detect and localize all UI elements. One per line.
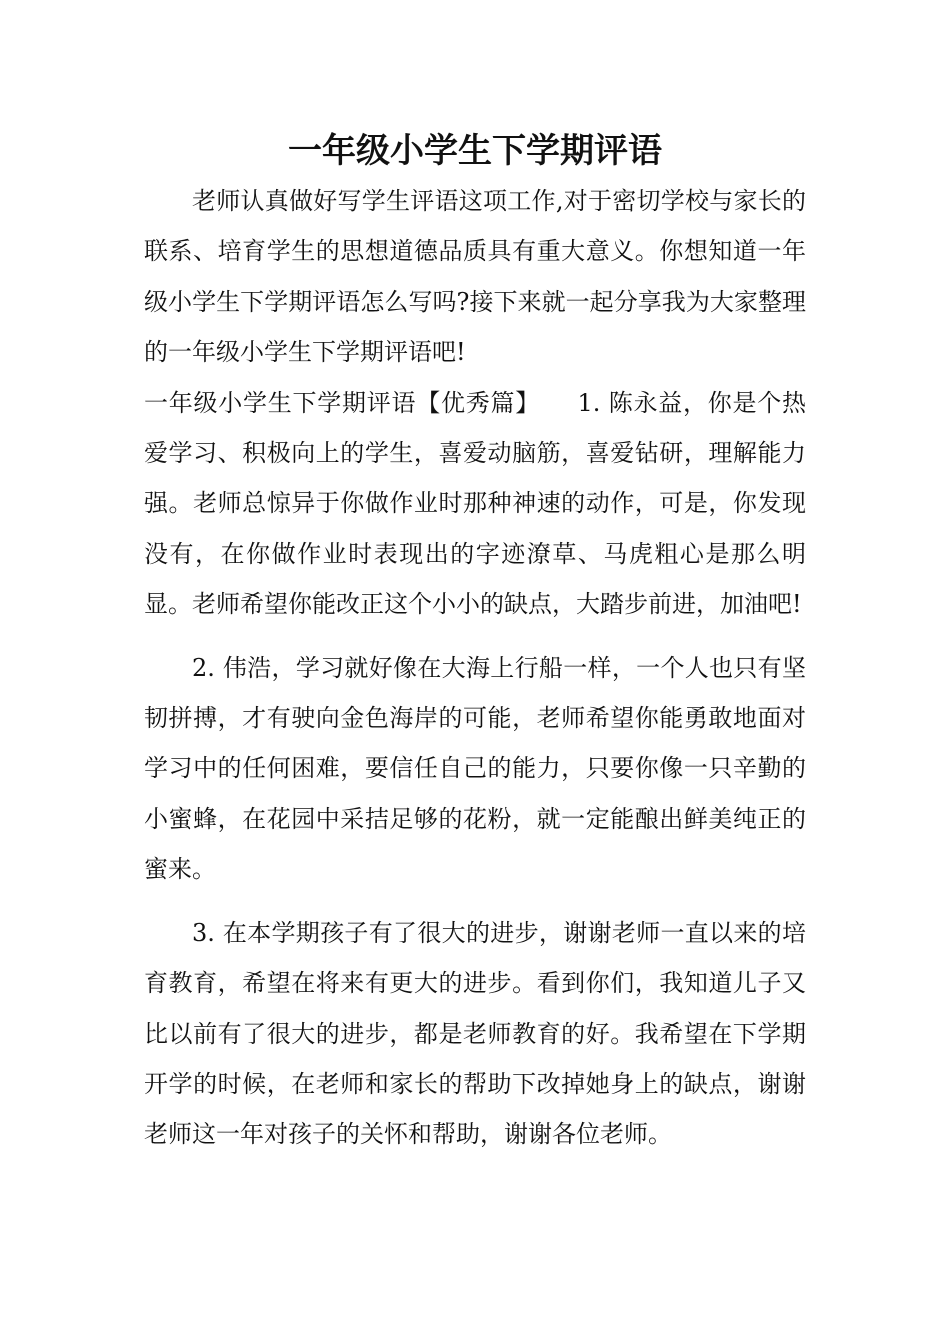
comment-paragraph-2: 2. 伟浩，学习就好像在大海上行船一样，一个人也只有坚韧拼搏，才有驶向金色海岸的可能，老师希望你能勇敢地面对学习中的任何困难，要信任自己的能力，只要你像一只辛勤的小蜜蜂，在花园中采拮足够的花粉，就一定能酿出鲜美纯正的蜜来。 — [144, 653, 806, 884]
intro-paragraph: 老师认真做好写学生评语这项工作,对于密切学校与家长的联系、培育学生的思想道德品质具有重大意义。你想知道一年级小学生下学期评语怎么写吗?接下来就一起分享我为大家整理的一年级小学生下学期评语吧! — [144, 187, 806, 367]
comment-paragraph-3: 3. 在本学期孩子有了很大的进步，谢谢老师一直以来的培育教育，希望在将来有更大的进步。看到你们，我知道儿子又比以前有了很大的进步，都是老师教育的好。我希望在下学期开学的时候，在老师和家长的帮助下改掉她身上的缺点，谢谢老师这一年对孩子的关怀和帮助，谢谢各位老师。 — [144, 918, 806, 1149]
document-body — [144, 176, 806, 1160]
comment-paragraph-1: 一年级小学生下学期评语【优秀篇】 1. 陈永益，你是个热爱学习、积极向上的学生，喜爱动脑筋，喜爱钻研，理解能力强。老师总惊异于你做作业时那种神速的动作，可是，你发现没有，在你做作业时表现出的字迹潦草、马虎粗心是那么明显。老师希望你能改正这个小小的缺点，大踏步前进，加油吧! — [144, 388, 806, 619]
page-title: 一年级小学生下学期评语 — [288, 131, 662, 171]
